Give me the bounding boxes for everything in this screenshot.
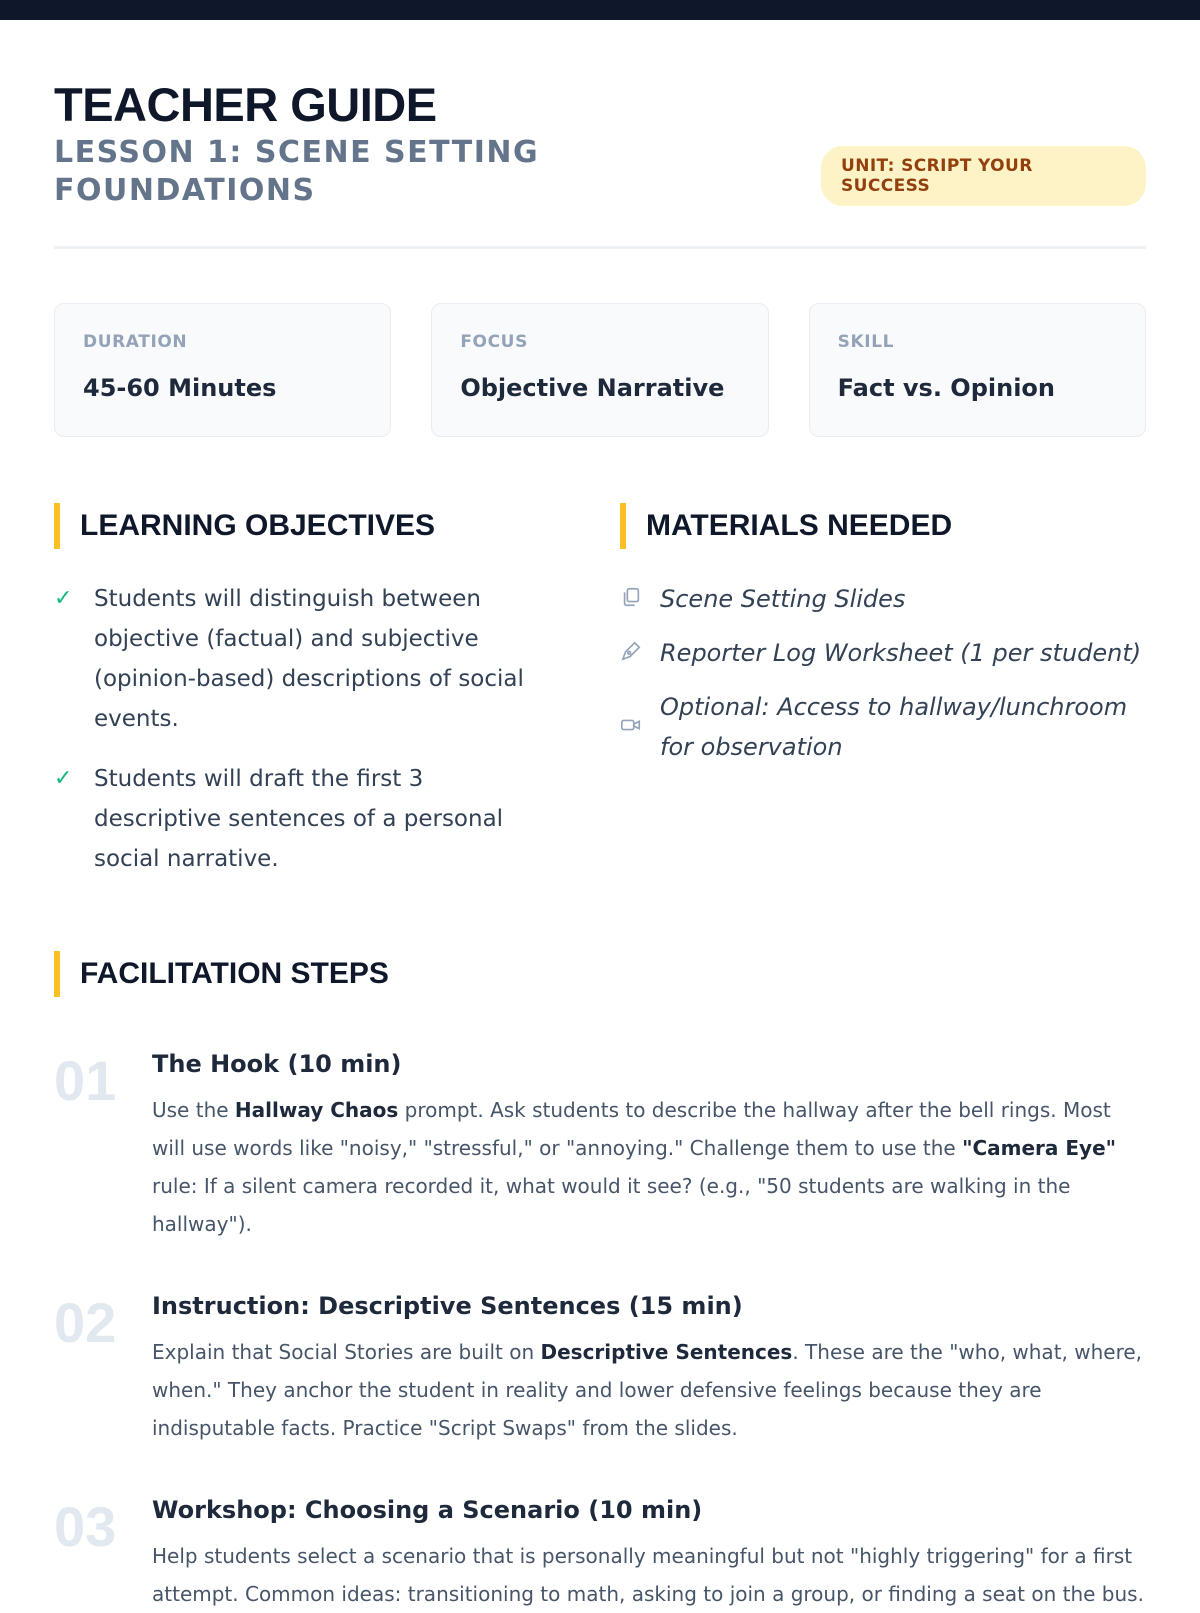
skill-card <box>809 303 1146 437</box>
material-text: Optional: Access to hallway/lunchroom for observation <box>660 693 1128 761</box>
card-label: SKILL <box>837 332 895 352</box>
materials-list <box>620 579 1146 767</box>
card-value: Objective Narrative <box>460 374 725 402</box>
info-cards <box>54 303 1146 437</box>
list-item <box>620 579 1146 619</box>
video-camera-icon <box>620 714 660 741</box>
description-text: rule: If a silent camera recorded it, what would it see? (e.g., "50 students are walking in the hallway"). <box>152 1174 1071 1236</box>
step-body <box>152 1047 1146 1243</box>
unit-badge: UNIT: SCRIPT YOUR SUCCESS <box>821 146 1146 206</box>
step-title: The Hook (10 min) <box>152 1050 402 1078</box>
list-item <box>54 759 580 879</box>
card-label: DURATION <box>83 332 188 352</box>
objectives-materials-row <box>54 503 1146 899</box>
description-text: Help students select a scenario that is personally meaningful but not "highly triggering" for a first attempt. Common ideas: transitioning to math, asking to join a group, or finding a seat on the bus. <box>152 1544 1144 1606</box>
learning-objectives-section <box>54 503 580 899</box>
objective-text: Students will distinguish between objective (factual) and subjective (opinion-based) descriptions of social events. <box>94 586 524 732</box>
steps-list <box>54 1047 1146 1613</box>
list-item <box>620 633 1146 673</box>
list-item <box>54 579 580 739</box>
step-number: 02 <box>54 1291 117 1354</box>
step-description <box>152 1091 1146 1243</box>
material-text: Reporter Log Worksheet (1 per student) <box>660 639 1142 667</box>
step-item <box>54 1493 1146 1613</box>
step-description <box>152 1333 1146 1447</box>
duration-card <box>54 303 391 437</box>
focus-card <box>431 303 768 437</box>
step-description <box>152 1537 1146 1613</box>
step-item <box>54 1047 1146 1243</box>
section-heading: MATERIALS NEEDED <box>620 503 1146 549</box>
check-icon: ✓ <box>54 766 73 791</box>
material-text: Scene Setting Slides <box>660 585 906 613</box>
description-text: prompt. Ask students to describe the hallway after the bell rings. Most will use words like "noisy," "stressful," or "annoying." Challenge them to use the <box>152 1098 1111 1160</box>
teacher-guide-page <box>0 78 1200 1613</box>
card-value: 45-60 Minutes <box>83 374 277 402</box>
step-item <box>54 1289 1146 1447</box>
check-icon: ✓ <box>54 586 73 611</box>
page-title: TEACHER GUIDE <box>54 78 437 131</box>
emphasis-text: Descriptive Sentences <box>540 1340 793 1364</box>
section-heading: FACILITATION STEPS <box>54 951 1146 997</box>
list-item <box>620 687 1146 767</box>
lesson-subtitle: LESSON 1: SCENE SETTING FOUNDATIONS <box>54 135 540 208</box>
top-bar <box>0 0 1200 20</box>
section-heading: LEARNING OBJECTIVES <box>54 503 580 549</box>
pen-icon <box>620 640 660 667</box>
step-number: 03 <box>54 1495 117 1558</box>
facilitation-steps-section <box>54 951 1146 1613</box>
description-text: . These are the "who, what, where, when." They anchor the student in reality and lower defensive feelings because they are indisputable facts. Practice "Script Swaps" from the slides. <box>152 1340 1143 1440</box>
objective-text: Students will draft the first 3 descriptive sentences of a personal social narrative. <box>94 766 504 872</box>
step-title: Workshop: Choosing a Scenario (10 min) <box>152 1496 703 1524</box>
card-label: FOCUS <box>460 332 528 352</box>
objectives-list <box>54 579 580 879</box>
emphasis-text: Hallway Chaos <box>234 1098 399 1122</box>
emphasis-text: "Camera Eye" <box>962 1136 1117 1160</box>
copy-icon <box>620 586 660 613</box>
description-text: Use the <box>152 1098 235 1122</box>
card-value: Fact vs. Opinion <box>837 374 1055 402</box>
step-body <box>152 1493 1146 1613</box>
step-title: Instruction: Descriptive Sentences (15 min) <box>152 1292 743 1320</box>
materials-needed-section <box>620 503 1146 899</box>
step-number: 01 <box>54 1049 117 1112</box>
subtitle-row <box>54 134 1146 249</box>
description-text: Explain that Social Stories are built on <box>152 1340 541 1364</box>
step-body <box>152 1289 1146 1447</box>
